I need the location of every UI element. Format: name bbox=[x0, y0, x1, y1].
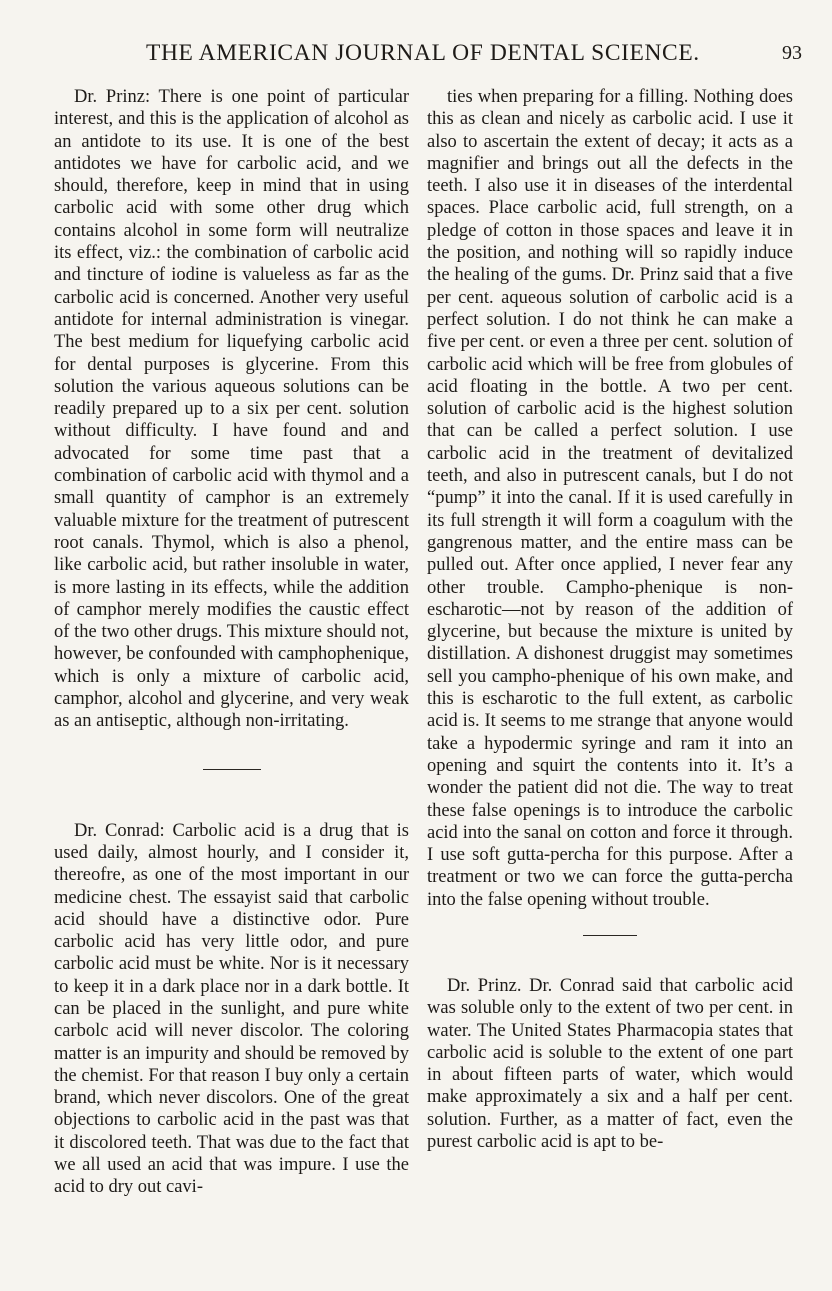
section-divider bbox=[203, 769, 261, 770]
paragraph-prinz-1: Dr. Prinz: There is one point of particular interest, and this is the application of alcohol as an antidote to its use. It is one of the best antidotes we have for carbolic acid, and we should, therefore, keep in mind that in using carbolic acid with some other drug which contains alcohol in some form will neutralize its effect, viz.: the combination of carbolic acid and tincture of iodine is valueless as far as the carbolic acid is concerned. Another very useful antidote for internal administration is vinegar. The best medium for liquefying carbolic acid for dental purposes is glycerine. From this solution the various aqueous solutions can be readily prepared up to a six per cent. solution without difficulty. I have found and and advocated for some time past that a combination of carbolic acid with thymol and a small quantity of camphor is an extremely valuable mixture for the treatment of putrescent root canals. Thymol, which is also a phenol, like carbolic acid, but rather insoluble in water, is more lasting in its effects, while the addition of camphor merely modifies the caustic effect of the two other drugs. This mixture should not, however, be confounded with camphophenique, which is only a mixture of carbolic acid, camphor, alcohol and glycerine, and very weak as an antiseptic, although non-irritating. bbox=[54, 87, 409, 732]
paragraph-prinz-2: Dr. Prinz. Dr. Conrad said that carbolic acid was soluble only to the extent of two per cent. in water. The United States Pharmacopia states that carbolic acid is soluble to the extent of one part in about fifteen parts of water, which would make approximately a six and a half per cent. solution. Further, as a matter of fact, even the purest carbolic acid is apt to be- bbox=[427, 975, 793, 1153]
running-title: THE AMERICAN JOURNAL OF DENTAL SCIENCE. bbox=[146, 40, 700, 66]
page-header bbox=[0, 40, 832, 74]
page-number: 93 bbox=[782, 42, 802, 64]
left-column bbox=[54, 86, 409, 1199]
section-divider bbox=[583, 935, 637, 936]
paragraph-conrad: Dr. Conrad: Carbolic acid is a drug that is used daily, almost hourly, and I consider it, thereofre, as one of the most important in our medicine chest. The essayist said that carbolic acid should have a distinctive odor. Pure carbolic acid has very little odor, and pure carbolic acid must be white. Nor is it necessary to keep it in a dark place nor in a dark bottle. It can be placed in the sunlight, and pure white carbolc acid will never discolor. The coloring matter is an impurity and should be removed by the chemist. For that reason I buy only a certain brand, which never discolors. One of the great objections to carbolic acid in the past was that it discolored teeth. That was due to the fact that we all used an acid that was impure. I use the acid to dry out cavi- bbox=[54, 820, 409, 1198]
paragraph-conrad-continued: ties when preparing for a filling. Nothing does this as clean and nicely as carbolic acid. I use it also to ascertain the extent of decay; it acts as a magnifier and brings out all the defects in the teeth. I also use it in diseases of the interdental spaces. Place carbolic acid, full strength, on a pledge of cotton in those spaces and leave it in the position, and nothing will so rapidly induce the healing of the gums. Dr. Prinz said that a five per cent. aqueous solution of carbolic acid is a perfect solution. I do not think he can make a five per cent. or even a three per cent. solution of carbolic acid which will be free from globules of acid floating in the bottle. A two per cent. solution of carbolic acid is the highest solution that can be called a perfect solution. I use carbolic acid in the treatment of devitalized teeth, and also in putrescent canals, but I do not “pump” it into the canal. If it is used carefully in its full strength it will form a coagulum with the gangrenous matter, and the entire mass can be pulled out. After once applied, I never fear any other trouble. Campho-phenique is non-escharotic—not by reason of the addition of glycerine, but because the mixture is united by distillation. A dishonest druggist may sometimes sell you campho-phenique of his own make, and this is escharotic to the full extent, as carbolic acid is. It seems to me strange that anyone would take a hypodermic syringe and ram it into an opening and squirt the contents into it. It’s a wonder the patient did not die. The way to treat these false openings is to introduce the carbolic acid into the sanal on cotton and force it through. I use soft gutta-percha for this purpose. After a treatment or two we can force the gutta-percha into the false opening without trouble. bbox=[427, 87, 793, 910]
right-column bbox=[427, 86, 793, 1153]
